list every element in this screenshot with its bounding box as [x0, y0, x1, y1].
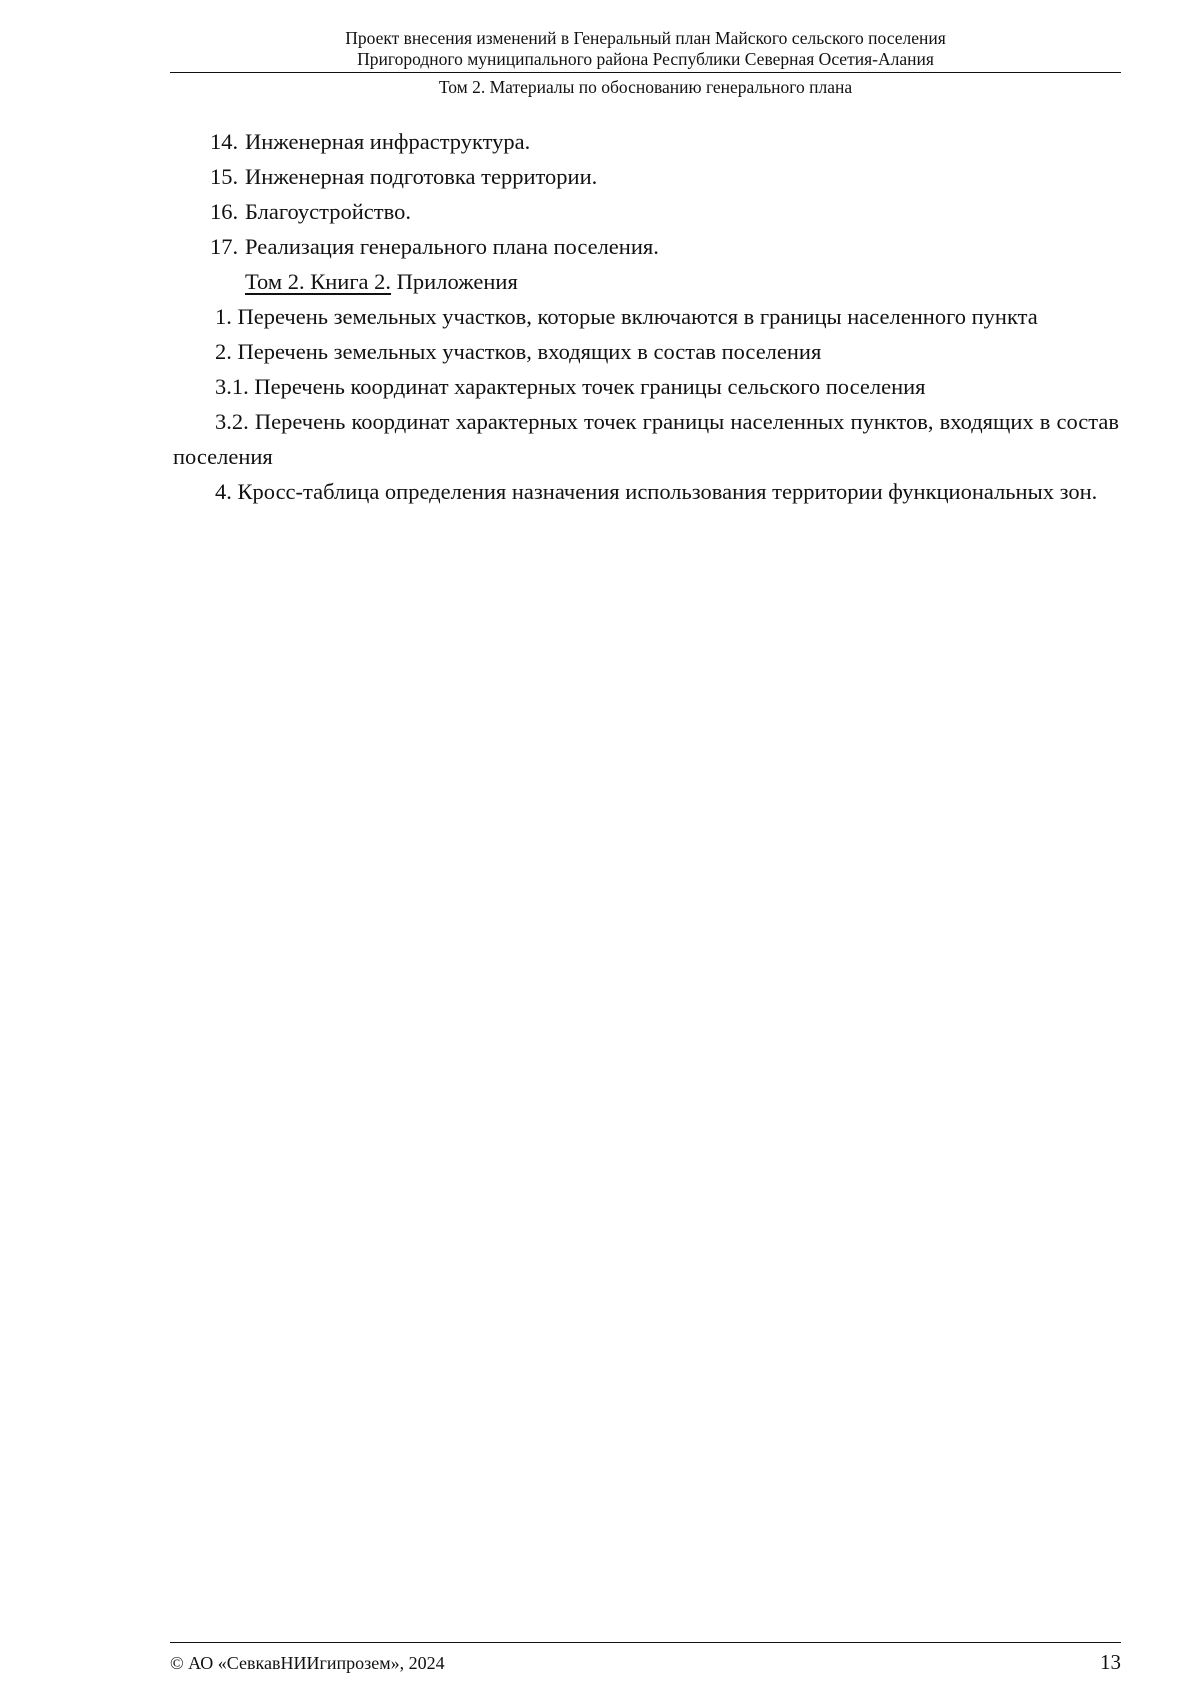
header-title-line-1: Проект внесения изменений в Генеральный план Майского сельского поселения — [345, 28, 946, 48]
list-item-text: Инженерная инфраструктура. — [245, 129, 531, 154]
document-body — [173, 124, 1119, 509]
page-footer — [170, 1642, 1121, 1674]
list-item-text: Реализация генерального плана поселения. — [245, 234, 659, 259]
header-divider — [170, 72, 1121, 73]
appendix-item: 1. Перечень земельных участков, которые включаются в границы населенного пункта — [215, 304, 1038, 329]
appendix-item: 2. Перечень земельных участков, входящих в состав поселения — [215, 339, 822, 364]
page-number: 13 — [1100, 1650, 1121, 1674]
list-item-number: 17. — [210, 234, 239, 259]
book-heading — [173, 264, 1119, 299]
list-item-text: Благоустройство. — [245, 199, 411, 224]
list-item-number: 15. — [210, 164, 239, 189]
appendix-item: 4. Кросс-таблица определения назначения использования территории функциональных зон. — [215, 479, 1098, 504]
header-volume-title: Том 2. Материалы по обоснованию генерального плана — [438, 77, 853, 97]
appendix-item: 3.1. Перечень координат характерных точек границы сельского поселения — [215, 374, 926, 399]
header-title-line-2: Пригородного муниципального района Республики Северная Осетия-Алания — [357, 49, 934, 69]
list-item — [173, 229, 1119, 264]
list-item — [173, 194, 1119, 229]
book-heading-rest: Приложения — [391, 269, 518, 294]
page-header — [170, 28, 1121, 98]
list-item — [173, 159, 1119, 194]
footer-copyright: © АО «СевкавНИИгипрозем», 2024 — [170, 1653, 445, 1673]
list-item — [173, 124, 1119, 159]
list-item-number: 16. — [210, 199, 239, 224]
list-item-number: 14. — [210, 129, 239, 154]
book-heading-underlined: Том 2. Книга 2. — [245, 269, 392, 294]
appendix-item: 3.2. Перечень координат характерных точек границы населенных пунктов, входящих в состав поселения — [173, 409, 1119, 469]
footer-row — [170, 1643, 1121, 1674]
list-item-text: Инженерная подготовка территории. — [245, 164, 598, 189]
